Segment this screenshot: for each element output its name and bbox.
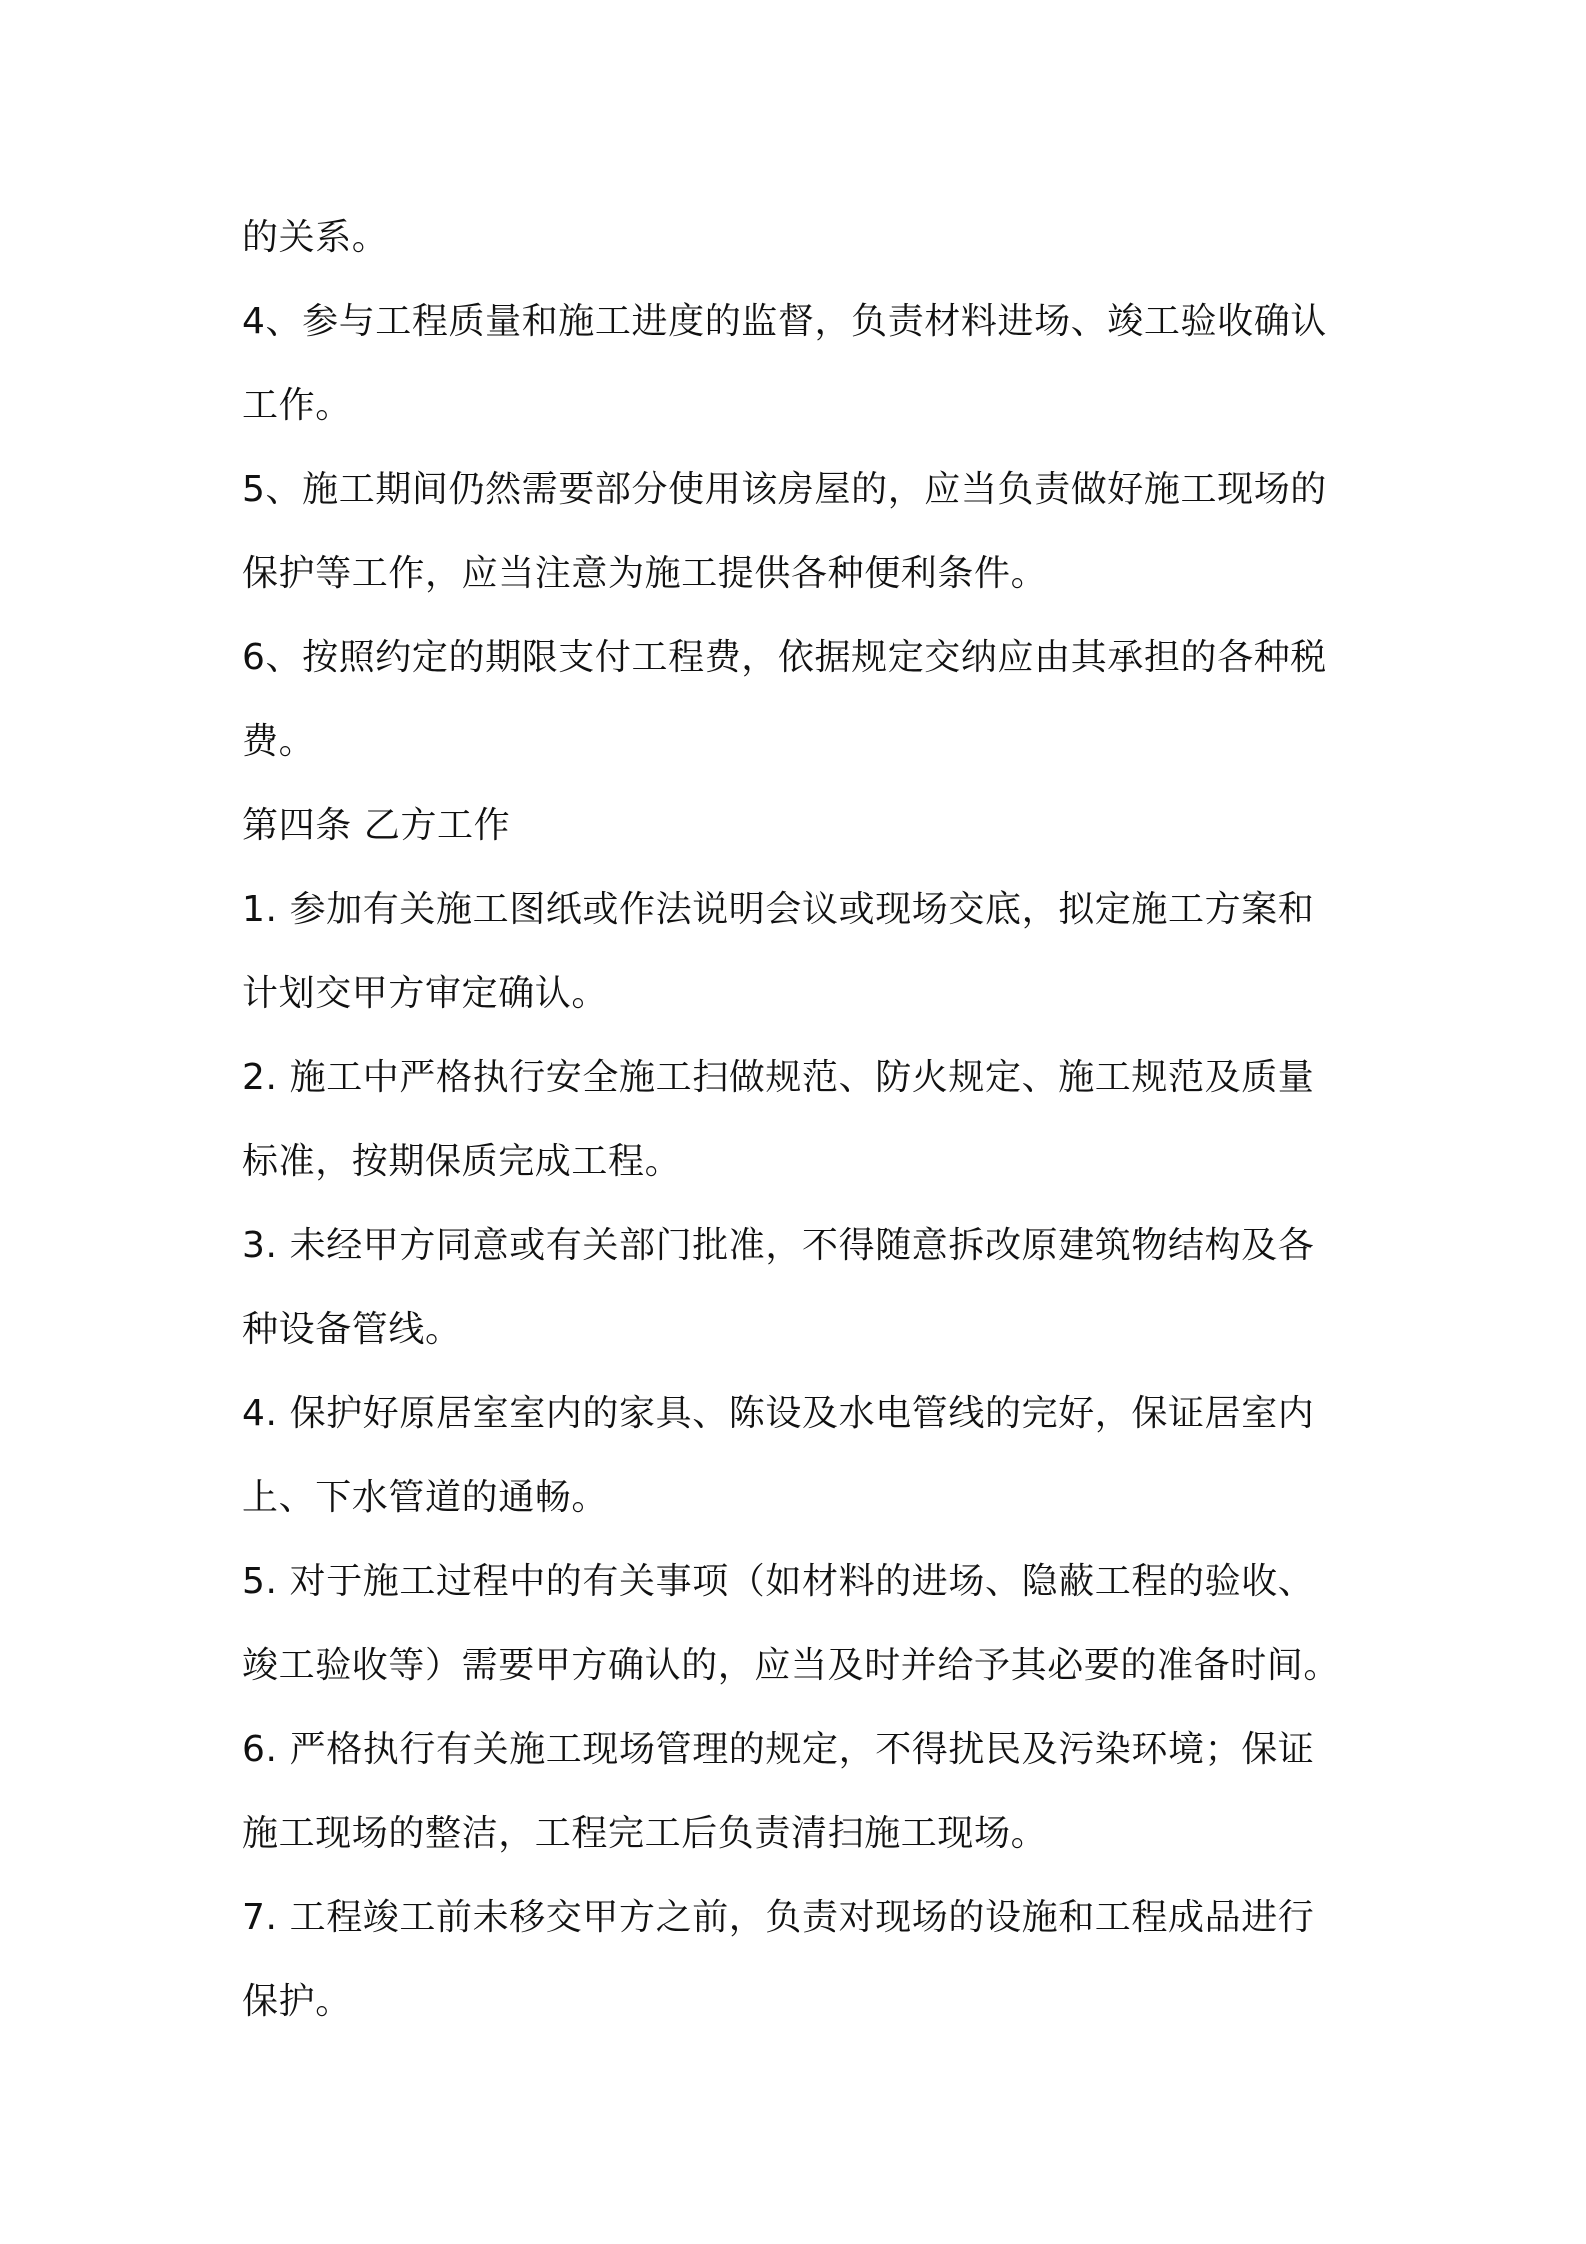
text-line: 费。 [242, 721, 316, 762]
text-line: 标准，按期保质完成工程。 [242, 1141, 682, 1182]
text-line: 计划交甲方审定确认。 [242, 973, 609, 1014]
text-line: 4. 保护好原居室室内的家具、陈设及水电管线的完好，保证居室内 [242, 1393, 1315, 1434]
text-line: 施工现场的整洁，工程完工后负责清扫施工现场。 [242, 1813, 1048, 1854]
text-line: 保护等工作，应当注意为施工提供各种便利条件。 [242, 553, 1048, 594]
text-line: 5、施工期间仍然需要部分使用该房屋的，应当负责做好施工现场的 [242, 469, 1327, 510]
document-body [242, 196, 1362, 2044]
text-line: 种设备管线。 [242, 1309, 462, 1350]
text-line: 的关系。 [242, 217, 389, 258]
text-line: 6. 严格执行有关施工现场管理的规定，不得扰民及污染环境；保证 [242, 1729, 1315, 1770]
text-line: 2. 施工中严格执行安全施工扫做规范、防火规定、施工规范及质量 [242, 1057, 1315, 1098]
text-line: 3. 未经甲方同意或有关部门批准，不得随意拆改原建筑物结构及各 [242, 1225, 1315, 1266]
text-line: 5. 对于施工过程中的有关事项（如材料的进场、隐蔽工程的验收、 [242, 1561, 1315, 1602]
text-line: 7. 工程竣工前未移交甲方之前，负责对现场的设施和工程成品进行 [242, 1897, 1315, 1938]
text-line: 保护。 [242, 1981, 352, 2022]
text-line: 6、按照约定的期限支付工程费，依据规定交纳应由其承担的各种税 [242, 637, 1327, 678]
text-line: 上、下水管道的通畅。 [242, 1477, 609, 1518]
text-line: 工作。 [242, 385, 352, 426]
text-line: 4、参与工程质量和施工进度的监督，负责材料进场、竣工验收确认 [242, 301, 1327, 342]
text-line: 竣工验收等）需要甲方确认的，应当及时并给予其必要的准备时间。 [242, 1645, 1341, 1686]
section-heading: 第四条 乙方工作 [242, 805, 511, 846]
text-line: 1. 参加有关施工图纸或作法说明会议或现场交底，拟定施工方案和 [242, 889, 1315, 930]
